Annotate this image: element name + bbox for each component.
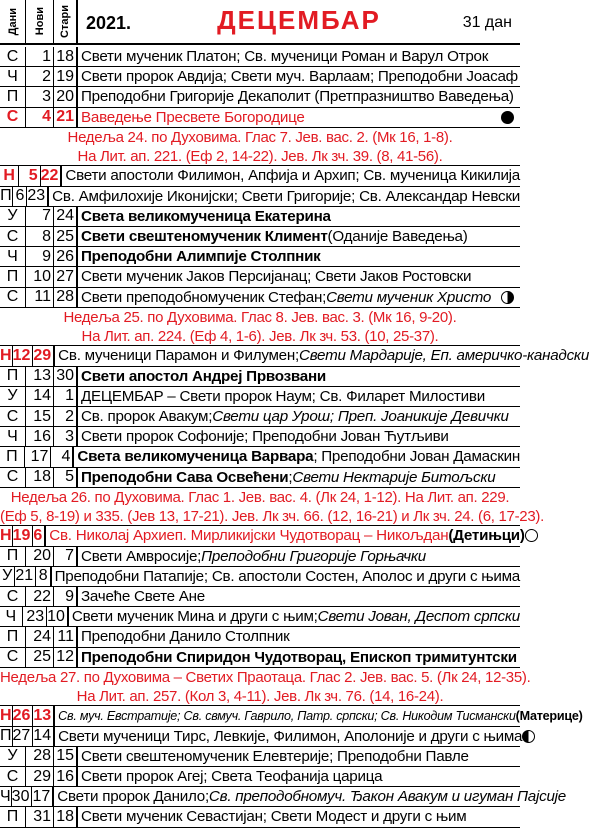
feast-segment: Свети Нектарије Битољски — [292, 468, 496, 486]
old-calendar-date: 22 — [41, 166, 63, 185]
day-row — [0, 547, 520, 567]
weekday-letter: Н — [0, 706, 12, 724]
moon-phase-full-icon — [501, 111, 514, 124]
day-row — [0, 807, 520, 827]
new-calendar-date: 25 — [26, 648, 54, 667]
weekday-letter: П — [0, 547, 26, 566]
feast-segment: Свети мученик Севастијан; Свети Модест и други с њим — [81, 808, 467, 826]
old-calendar-date: 12 — [54, 648, 78, 667]
feast-segment: Преподобни Патапије; Св. апостоли Состен, Аполос и други с њима — [54, 567, 520, 585]
weekday-letter: П — [0, 627, 26, 646]
old-calendar-date: 21 — [54, 108, 78, 127]
weekday-letter: С — [0, 227, 26, 246]
feast-text — [78, 267, 520, 286]
moon-phase-empty-icon — [525, 529, 538, 542]
weekday-letter: П — [0, 87, 26, 106]
feast-text — [78, 627, 520, 646]
new-calendar-date: 29 — [26, 767, 54, 786]
moon-phase-quarter-icon — [522, 730, 535, 743]
old-calendar-date: 8 — [36, 567, 51, 586]
week-reading-line: (Еф 5, 8-19) и 335. (Јев 13, 17-21). Јев. Лк зч. 66. (12, 16-21) и Лк зч. 24. (6, 17-23). — [0, 507, 544, 525]
feast-text — [78, 87, 520, 106]
new-calendar-date: 17 — [25, 447, 52, 466]
day-row — [0, 706, 583, 726]
new-calendar-date: 15 — [26, 407, 54, 426]
new-calendar-date: 16 — [26, 427, 54, 446]
day-row — [0, 227, 520, 247]
old-calendar-date: 16 — [54, 767, 78, 786]
feast-text — [78, 648, 520, 667]
new-calendar-date: 26 — [13, 706, 34, 725]
day-row — [0, 427, 520, 447]
old-calendar-date: 3 — [54, 427, 78, 446]
new-calendar-date: 12 — [13, 346, 34, 365]
new-calendar-date: 8 — [26, 227, 54, 246]
new-calendar-date: 28 — [26, 747, 54, 766]
day-row — [0, 407, 520, 427]
feast-text — [78, 288, 520, 307]
weekday-letter: Н — [0, 526, 12, 544]
feast-segment: Света великомученица Екатерина — [81, 207, 331, 225]
day-row — [0, 367, 520, 387]
feast-text — [78, 227, 520, 246]
weekday-letter: П — [0, 727, 12, 745]
feast-text — [78, 547, 520, 566]
feast-segment: Свети мученик Платон; Св. мученици Роман и Варул Отрок — [81, 48, 489, 66]
old-calendar-date: 18 — [54, 47, 78, 66]
day-row — [0, 87, 520, 107]
feast-segment: ; — [288, 468, 293, 486]
feast-text — [69, 607, 520, 626]
feast-text — [78, 807, 520, 826]
old-calendar-date: 26 — [54, 247, 78, 266]
feast-text — [78, 427, 520, 446]
weekday-letter: Ч — [0, 427, 26, 446]
old-calendar-date: 30 — [54, 367, 78, 386]
new-calendar-date: 14 — [26, 387, 54, 406]
day-row — [0, 387, 520, 407]
feast-segment: Преподобни Григорије Декаполит (Претпразништво Ваведења) — [81, 88, 514, 106]
feast-segment: Св. пророк Авакум; — [81, 408, 213, 426]
feast-segment: Свети пророк Авдија; Свети муч. Варлаам; Преподобни Јоасаф — [81, 68, 518, 86]
feast-segment: Преподобни Сава Освећени — [81, 468, 289, 486]
new-calendar-date: 4 — [26, 108, 54, 127]
day-row — [0, 468, 520, 488]
feast-text — [55, 706, 582, 725]
day-row — [0, 346, 589, 366]
feast-segment: Преподобни Данило Столпник — [81, 628, 290, 646]
old-calendar-date: 18 — [54, 807, 78, 826]
old-calendar-date: 29 — [33, 346, 55, 365]
header-new-column — [26, 0, 54, 43]
new-calendar-date: 3 — [26, 87, 54, 106]
feast-segment: Свети мученик Мина и други с њим; — [71, 608, 318, 626]
old-calendar-date: 1 — [54, 387, 78, 406]
old-calendar-date: 15 — [54, 747, 78, 766]
feast-text — [78, 247, 520, 266]
new-calendar-date: 1 — [26, 47, 54, 66]
weekday-letter: П — [0, 807, 26, 826]
feast-text — [78, 587, 520, 606]
new-calendar-date: 7 — [26, 207, 54, 226]
day-row — [0, 787, 566, 807]
new-calendar-date: 31 — [26, 807, 54, 826]
feast-segment: Свети мученик Христо — [326, 288, 492, 306]
day-row — [0, 267, 520, 287]
feast-segment: Свети Јован, Деспот српски — [317, 608, 520, 626]
day-row — [0, 207, 520, 227]
feast-text — [46, 526, 543, 545]
feast-segment: Свети мученик Јаков Персијанац; Свети Јаков Ростовски — [81, 268, 472, 286]
feast-text — [55, 346, 589, 365]
day-row — [0, 166, 520, 186]
header-year: 2021. — [86, 13, 132, 33]
week-reading-note — [0, 308, 520, 347]
day-row — [0, 288, 520, 308]
old-calendar-date: 27 — [54, 267, 78, 286]
weekday-letter: С — [0, 47, 26, 66]
week-reading-line: На Лит. ап. 221. (Еф 2, 14-22). Јев. Лк зч. 39. (8, 41-56). — [77, 147, 443, 165]
feast-segment: Преподобни Спиридон Чудотворац, Епископ тримитунтски — [81, 648, 517, 666]
new-calendar-date: 22 — [26, 587, 54, 606]
feast-text — [78, 747, 520, 766]
feast-text — [74, 447, 520, 466]
weekday-letter: П — [0, 367, 26, 386]
feast-text — [78, 468, 520, 487]
feast-segment: Преподобни Алимпије Столпник — [81, 248, 321, 266]
weekday-letter: У — [0, 387, 26, 406]
day-row — [0, 187, 520, 207]
header-new-label: Нови — [33, 7, 46, 36]
day-row — [0, 648, 520, 668]
calendar-header — [0, 0, 520, 45]
feast-segment: Свети преподобномученик Стефан; — [81, 288, 327, 306]
new-calendar-date: 2 — [26, 67, 54, 86]
moon-phase-half-icon — [501, 291, 514, 304]
week-reading-note — [0, 128, 520, 167]
day-row — [0, 747, 520, 767]
week-reading-line: Недеља 25. по Духовима. Глас 8. Јев. вас. 3. (Мк 16, 9-20). — [63, 308, 457, 326]
weekday-letter: Ч — [0, 247, 26, 266]
day-row — [0, 767, 520, 787]
feast-segment: Преподобни Григорије Горњачки — [201, 547, 426, 565]
weekday-letter: П — [0, 187, 12, 205]
feast-segment: (Материце) — [515, 708, 583, 723]
old-calendar-date: 25 — [54, 227, 78, 246]
day-row — [0, 727, 523, 747]
feast-segment: Свети свештеномученик Елевтерије; Преподобни Павле — [81, 747, 469, 765]
feast-text — [78, 367, 520, 386]
new-calendar-date: 5 — [19, 166, 40, 185]
feast-text — [49, 187, 520, 206]
new-calendar-date: 11 — [26, 288, 54, 307]
feast-text — [52, 567, 520, 586]
feast-segment: Св. преподобномуч. Ђакон Авакум и игуман Пајсије — [208, 788, 566, 806]
day-row — [0, 587, 520, 607]
feast-segment: Света великомученица Варвара — [77, 448, 314, 466]
new-calendar-date: 27 — [13, 727, 34, 746]
feast-segment: Свети цар Урош; Преп. Јоаникије Девички — [212, 408, 509, 426]
feast-segment: Свети мученици Тирс, Левкије, Филимон, Аполоније и други с њима — [58, 727, 523, 745]
feast-text — [78, 387, 520, 406]
weekday-letter: П — [0, 267, 26, 286]
old-calendar-date: 10 — [47, 607, 69, 626]
feast-text — [78, 407, 520, 426]
feast-text — [78, 207, 520, 226]
weekday-letter: У — [0, 567, 15, 586]
feast-segment: Св. Амфилохије Иконијски; Свети Григорије; Св. Александар Невски — [52, 187, 520, 205]
weekday-letter: С — [0, 407, 26, 426]
feast-segment: Свети пророк Агеј; Света Теофанија царица — [81, 768, 383, 786]
new-calendar-date: 23 — [23, 607, 48, 626]
weekday-letter: Н — [0, 346, 12, 364]
weekday-letter: Ч — [0, 607, 23, 626]
old-calendar-date: 9 — [54, 587, 78, 606]
new-calendar-date: 9 — [26, 247, 54, 266]
feast-segment: Свети апостол Андреј Првозвани — [81, 367, 326, 385]
feast-text — [78, 67, 520, 86]
day-row — [0, 247, 520, 267]
feast-segment: Свети пророк Софоније; Преподобни Јован Ћутљиви — [81, 428, 449, 446]
weekday-letter: У — [0, 747, 26, 766]
day-row — [0, 526, 525, 546]
weekday-letter: С — [0, 108, 26, 127]
old-calendar-date: 4 — [51, 447, 74, 466]
day-row — [0, 607, 520, 627]
weekday-letter: Н — [0, 166, 19, 185]
old-calendar-date: 19 — [54, 67, 78, 86]
week-reading-note — [0, 488, 544, 527]
day-row — [0, 567, 520, 587]
header-day-count: 31 дан — [462, 14, 512, 31]
weekday-letter: С — [0, 648, 26, 667]
week-reading-line: На Лит. ап. 257. (Кол 3, 4-11). Јев. Лк зч. 76. (14, 16-24). — [76, 687, 444, 705]
weekday-letter: Ч — [0, 67, 26, 86]
header-month: ДЕЦЕМБАР — [217, 5, 381, 35]
weekday-letter: У — [0, 207, 26, 226]
weekday-letter: Ч — [0, 787, 11, 805]
weekday-letter: С — [0, 288, 26, 307]
old-calendar-date: 2 — [54, 407, 78, 426]
weekday-letter: С — [0, 468, 26, 487]
weekday-letter: П — [0, 447, 25, 466]
week-reading-note — [0, 668, 531, 707]
header-days-label: Дани — [6, 7, 19, 36]
feast-segment: Св. мученици Парамон и Филумен; — [58, 347, 299, 365]
new-calendar-date: 30 — [12, 787, 33, 806]
header-old-label: Стари — [59, 5, 71, 38]
old-calendar-date: 20 — [54, 87, 78, 106]
week-reading-line: Недеља 26. по Духовима. Глас 1. Јев. вас. 4. (Лк 24, 1-12). На Лит. ап. 229. — [10, 488, 510, 506]
header-old-column — [54, 0, 78, 43]
feast-text — [78, 108, 520, 127]
old-calendar-date: 6 — [33, 526, 46, 545]
day-row — [0, 67, 520, 87]
feast-segment: ДЕЦЕМБАР – Свети пророк Наум; Св. Филарет Милостиви — [81, 387, 485, 405]
old-calendar-date: 13 — [33, 706, 55, 725]
feast-segment: Свети свештеномученик Климент — [81, 228, 328, 246]
old-calendar-date: 17 — [32, 787, 54, 806]
feast-text — [62, 166, 520, 185]
new-calendar-date: 6 — [13, 187, 28, 206]
new-calendar-date: 18 — [26, 468, 54, 487]
old-calendar-date: 11 — [54, 627, 78, 646]
feast-segment: Свети апостоли Филимон, Апфија и Архип; Св. мученица Кикилија — [65, 167, 520, 185]
week-reading-line: На Лит. ап. 224. (Еф 4, 1-6). Јев. Лк зч. 53. (10, 25-37). — [81, 327, 439, 345]
new-calendar-date: 19 — [13, 526, 34, 545]
feast-segment: Ваведење Пресвете Богородице — [81, 108, 305, 126]
day-row — [0, 47, 520, 67]
week-reading-line: Недеља 27. по Духовима – Светих Праотаца. Глас 2. Јев. вас. 5. (Лк 24, 12-35). — [0, 668, 531, 686]
feast-segment: Св. муч. Евстратије; Св. свмуч. Гаврило, Патр. српски; Св. Никодим Тисмански — [58, 708, 516, 723]
feast-text — [78, 47, 520, 66]
old-calendar-date: 28 — [54, 288, 78, 307]
old-calendar-date: 7 — [54, 547, 78, 566]
feast-text — [78, 767, 520, 786]
new-calendar-date: 10 — [26, 267, 54, 286]
feast-text — [54, 787, 566, 806]
new-calendar-date: 24 — [26, 627, 54, 646]
old-calendar-date: 24 — [54, 207, 78, 226]
feast-segment: ; Преподобни Јован Дамаскин — [313, 448, 520, 466]
feast-segment: Зачеће Свете Ане — [81, 588, 205, 606]
header-days-column — [0, 0, 26, 43]
feast-text — [55, 727, 541, 746]
day-row — [0, 447, 520, 467]
weekday-letter: С — [0, 587, 26, 606]
new-calendar-date: 21 — [15, 567, 36, 586]
new-calendar-date: 20 — [26, 547, 54, 566]
feast-segment: Свети Амвросије; — [81, 547, 202, 565]
day-row — [0, 108, 520, 128]
feast-segment: (Оданије Ваведења) — [327, 228, 468, 246]
old-calendar-date: 23 — [27, 187, 49, 206]
old-calendar-date: 5 — [54, 468, 78, 487]
day-row — [0, 627, 520, 647]
feast-segment: (Детињци) — [448, 527, 525, 545]
old-calendar-date: 14 — [33, 727, 55, 746]
week-reading-line: Недеља 24. по Духовима. Глас 7. Јев. вас. 2. (Мк 16, 1-8). — [67, 128, 453, 146]
feast-segment: Свети Мардарије, Еп. америчко-канадски — [298, 347, 589, 365]
header-main — [78, 0, 520, 43]
feast-segment: Св. Николај Архиеп. Мирликијски Чудотворац – Никољдан — [49, 527, 449, 545]
feast-segment: Свети пророк Данило; — [57, 788, 209, 806]
weekday-letter: С — [0, 767, 26, 786]
new-calendar-date: 13 — [26, 367, 54, 386]
